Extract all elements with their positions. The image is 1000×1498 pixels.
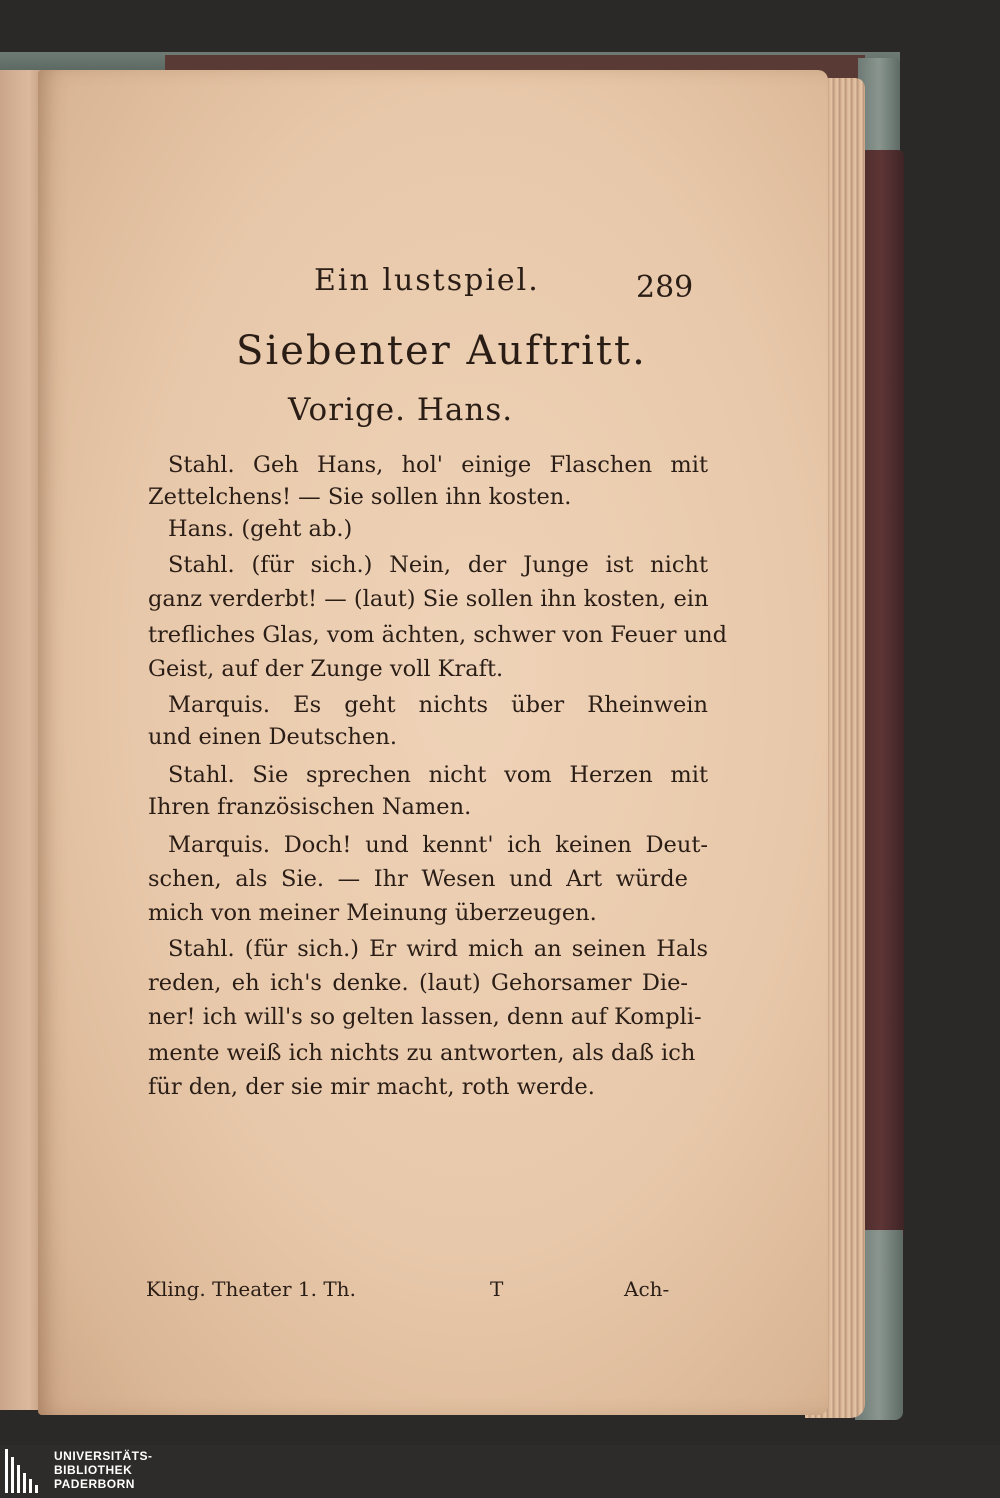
text-line: ner! ich will's so gelten lassen, denn auf Kompli-: [148, 1004, 702, 1030]
page-number: 289: [636, 270, 694, 305]
library-logo-line-2: BIBLIOTHEK: [54, 1463, 133, 1477]
text-line: Zettelchens! — Sie sollen ihn kosten.: [148, 484, 572, 510]
text-line: Geist, auf der Zunge voll Kraft.: [148, 656, 504, 682]
library-logo-line-3: PADERBORN: [54, 1477, 135, 1491]
sheet-mark: T: [490, 1277, 504, 1301]
text-line: ganz verderbt! — (laut) Sie sollen ihn kosten, ein: [148, 586, 709, 612]
library-logo-icon: [5, 1449, 41, 1493]
text-line: Marquis. Es geht nichts über Rheinwein: [168, 692, 708, 718]
scene-title: Siebenter Auftritt.: [236, 328, 647, 374]
text-line: schen, als Sie. — Ihr Wesen und Art würde: [148, 866, 688, 892]
catchword: Ach-: [624, 1277, 670, 1301]
text-line: Stahl. Sie sprechen nicht vom Herzen mit: [168, 762, 708, 788]
text-line: Stahl. (für sich.) Er wird mich an seinen Hals: [168, 936, 708, 962]
printer-signature: Kling. Theater 1. Th.: [146, 1277, 356, 1301]
text-line: und einen Deutschen.: [148, 724, 397, 750]
scene-cast: Vorige. Hans.: [288, 392, 514, 428]
library-logo-line-1: UNIVERSITÄTS-: [54, 1449, 153, 1463]
book-page: [38, 70, 828, 1415]
text-line: für den, der sie mir macht, roth werde.: [148, 1074, 595, 1100]
text-line: Marquis. Doch! und kennt' ich keinen Deut-: [168, 832, 708, 858]
running-title: Ein lustspiel.: [314, 263, 540, 298]
text-line: Stahl. (für sich.) Nein, der Junge ist nicht: [168, 552, 708, 578]
text-line: Stahl. Geh Hans, hol' einige Flaschen mit: [168, 452, 708, 478]
text-line: mente weiß ich nichts zu antworten, als daß ich: [148, 1040, 696, 1066]
text-line: reden, eh ich's denke. (laut) Gehorsamer Die-: [148, 970, 688, 996]
text-line: Ihren französischen Namen.: [148, 794, 472, 820]
text-line: trefliches Glas, vom ächten, schwer von Feuer und: [148, 622, 728, 648]
text-line: Hans. (geht ab.): [168, 516, 353, 542]
text-line: mich von meiner Meinung überzeugen.: [148, 900, 597, 926]
